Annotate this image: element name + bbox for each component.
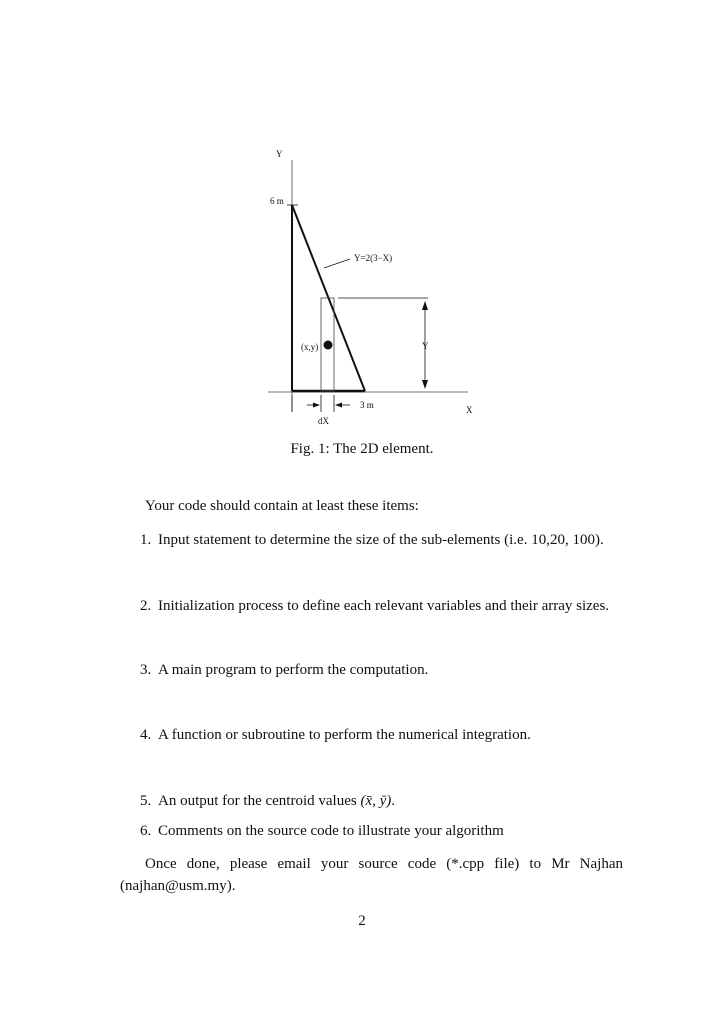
equation-leader: [324, 259, 350, 268]
list-item-number: 2.: [140, 598, 152, 614]
list-item-number: 5.: [140, 793, 152, 809]
dim-y-arrowhead-up: [422, 301, 428, 310]
list-item-text: A main program to perform the computation.: [158, 662, 429, 678]
page-number: 2: [358, 913, 366, 929]
y-axis-label: Y: [276, 149, 283, 159]
figure-caption: Fig. 1: The 2D element.: [290, 441, 434, 457]
list-item-number: 4.: [140, 727, 152, 743]
centroid-math: (x̄, ȳ): [360, 793, 392, 809]
list-item: [140, 662, 428, 679]
figure-2d-element: [0, 0, 724, 440]
list-item: [140, 823, 504, 840]
dim-y-label: Y: [422, 341, 429, 351]
list-item-text: A function or subroutine to perform the numerical integration.: [158, 727, 531, 743]
height-label: 6 m: [270, 196, 284, 206]
dx-arrowhead-right: [335, 403, 342, 408]
dx-label: dX: [318, 416, 329, 426]
dim-y-arrowhead-down: [422, 380, 428, 389]
list-item-number: 1.: [140, 532, 152, 548]
closing-paragraph: Once done, please email your source code (*.cpp file) to Mr Najhan (najhan@usm.my).: [120, 856, 623, 894]
list-item: [140, 532, 604, 549]
dx-arrowhead-left: [313, 403, 320, 408]
list-item-text: Input statement to determine the size of the sub-elements (i.e. 10,20, 100).: [158, 532, 604, 548]
list-item: [140, 793, 395, 810]
list-item-text: Initialization process to define each relevant variables and their array sizes.: [158, 598, 610, 614]
intro-text: Your code should contain at least these items:: [145, 498, 419, 514]
equation-label: Y=2(3−X): [354, 253, 393, 263]
centroid-point: [324, 341, 333, 350]
list-item-number: 3.: [140, 662, 152, 678]
point-label: (x,y): [301, 342, 319, 352]
base-label: 3 m: [360, 400, 374, 410]
list-item-text: Comments on the source code to illustrate your algorithm: [158, 823, 504, 839]
list-item: [140, 598, 609, 615]
list-item: [140, 727, 531, 744]
list-item-number: 6.: [140, 823, 152, 839]
x-axis-label: X: [466, 405, 473, 415]
list-item-text: An output for the centroid values: [158, 793, 357, 809]
list-item-suffix: .: [391, 793, 396, 809]
